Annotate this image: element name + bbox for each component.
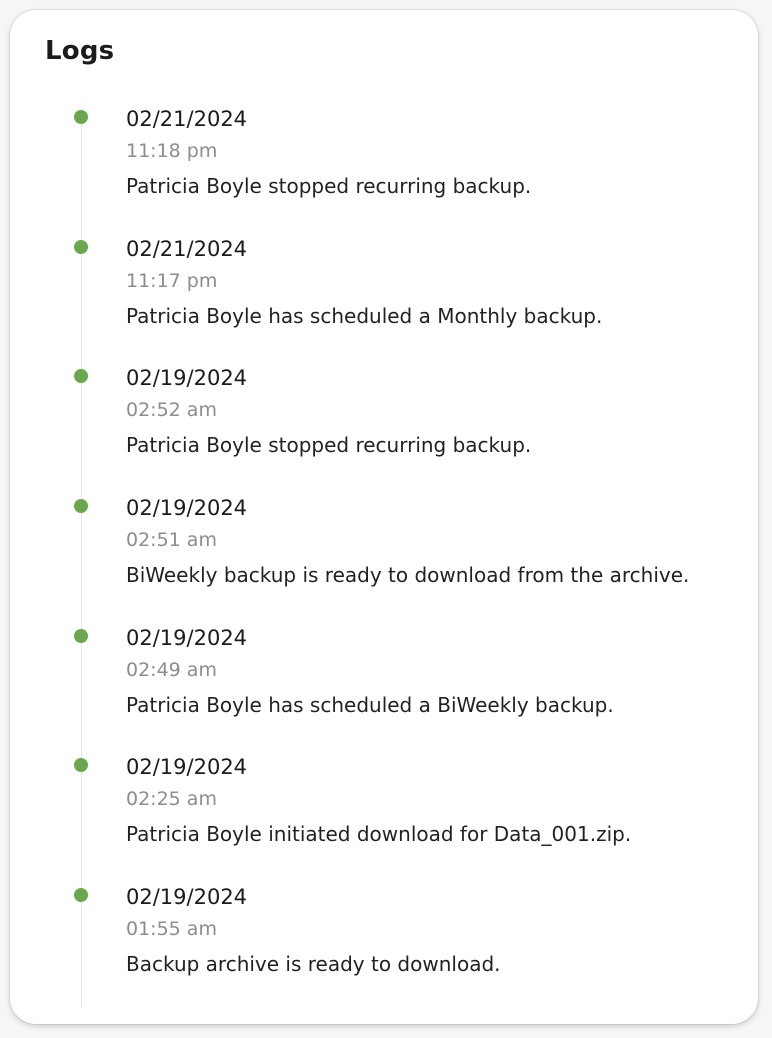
timeline-dot-icon xyxy=(74,369,88,383)
log-date: 02/19/2024 xyxy=(126,885,248,910)
timeline-dot-icon xyxy=(74,629,88,643)
log-time: 02:49 am xyxy=(126,658,217,681)
timeline-dot-icon xyxy=(74,110,88,124)
panel-title: Logs xyxy=(45,36,115,66)
log-time: 02:25 am xyxy=(126,788,217,811)
log-message: Patricia Boyle stopped recurring backup. xyxy=(126,174,532,198)
log-time: 01:55 am xyxy=(126,918,217,941)
log-list xyxy=(10,106,758,1014)
log-entry xyxy=(10,106,758,236)
log-time: 02:51 am xyxy=(126,529,217,552)
log-time: 02:52 am xyxy=(126,399,217,422)
log-entry xyxy=(10,754,758,884)
log-date: 02/21/2024 xyxy=(126,236,248,261)
logs-panel xyxy=(10,10,758,1024)
log-entry xyxy=(10,236,758,366)
log-message: Patricia Boyle has scheduled a BiWeekly backup. xyxy=(126,692,614,717)
log-entry xyxy=(10,625,758,755)
log-entry xyxy=(10,365,758,495)
timeline-dot-icon xyxy=(74,499,88,513)
log-message: BiWeekly backup is ready to download from the archive. xyxy=(126,563,690,588)
log-message: Backup archive is ready to download. xyxy=(126,952,501,977)
log-date: 02/19/2024 xyxy=(126,496,248,521)
log-entry xyxy=(10,495,758,625)
log-message: Patricia Boyle stopped recurring backup. xyxy=(126,433,532,458)
log-date: 02/19/2024 xyxy=(126,755,248,780)
log-time: 11:18 pm xyxy=(126,140,218,162)
log-message: Patricia Boyle initiated download for Data_001.zip. xyxy=(126,822,632,847)
timeline-dot-icon xyxy=(74,758,88,772)
log-time: 11:17 pm xyxy=(126,269,218,292)
log-message: Patricia Boyle has scheduled a Monthly backup. xyxy=(126,303,603,328)
log-date: 02/21/2024 xyxy=(126,107,248,131)
timeline-dot-icon xyxy=(74,888,88,902)
log-date: 02/19/2024 xyxy=(126,366,248,391)
timeline-dot-icon xyxy=(74,240,88,254)
log-date: 02/19/2024 xyxy=(126,625,248,650)
log-entry xyxy=(10,884,758,1014)
